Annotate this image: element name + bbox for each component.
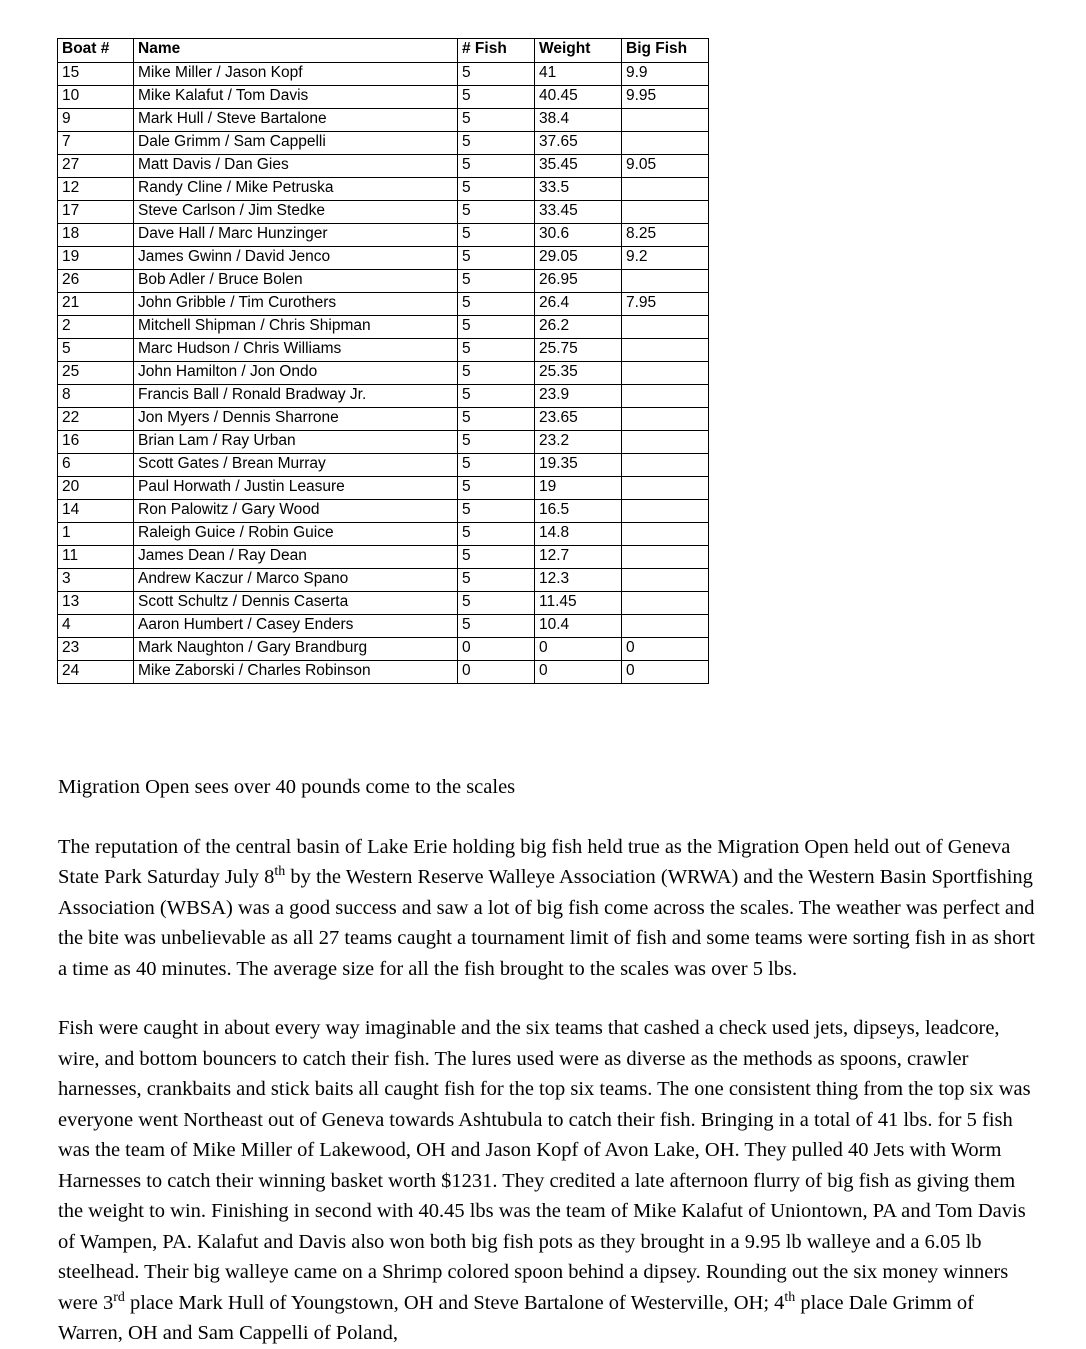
cell-num-fish: 5 [458, 178, 535, 201]
cell-num-fish: 0 [458, 638, 535, 661]
cell-team-name: Jon Myers / Dennis Sharrone [134, 408, 458, 431]
cell-team-name: Mark Hull / Steve Bartalone [134, 109, 458, 132]
cell-num-fish: 5 [458, 247, 535, 270]
cell-num-fish: 5 [458, 362, 535, 385]
table-row [58, 224, 709, 247]
cell-big-fish: 9.2 [622, 247, 709, 270]
cell-team-name: John Gribble / Tim Curothers [134, 293, 458, 316]
cell-num-fish: 5 [458, 270, 535, 293]
cell-boat-number: 11 [58, 546, 134, 569]
cell-weight: 26.4 [535, 293, 622, 316]
column-header-num-fish: # Fish [458, 39, 535, 63]
table-row [58, 201, 709, 224]
cell-big-fish [622, 339, 709, 362]
table-row [58, 362, 709, 385]
article-paragraph-1 [58, 832, 1036, 985]
table-row [58, 500, 709, 523]
cell-team-name: Dale Grimm / Sam Cappelli [134, 132, 458, 155]
cell-boat-number: 17 [58, 201, 134, 224]
cell-big-fish: 9.95 [622, 86, 709, 109]
cell-num-fish: 5 [458, 224, 535, 247]
cell-big-fish [622, 454, 709, 477]
table-row [58, 477, 709, 500]
cell-num-fish: 5 [458, 569, 535, 592]
cell-big-fish [622, 201, 709, 224]
cell-big-fish: 7.95 [622, 293, 709, 316]
article-body [58, 772, 1036, 1349]
cell-team-name: James Dean / Ray Dean [134, 546, 458, 569]
cell-boat-number: 15 [58, 63, 134, 86]
cell-big-fish [622, 316, 709, 339]
cell-team-name: Matt Davis / Dan Gies [134, 155, 458, 178]
cell-num-fish: 5 [458, 86, 535, 109]
table-row [58, 316, 709, 339]
table-header [58, 39, 709, 63]
cell-big-fish [622, 523, 709, 546]
ordinal-suffix-rd: rd [113, 1289, 125, 1305]
cell-weight: 12.3 [535, 569, 622, 592]
cell-weight: 40.45 [535, 86, 622, 109]
cell-team-name: Dave Hall / Marc Hunzinger [134, 224, 458, 247]
cell-num-fish: 5 [458, 63, 535, 86]
cell-boat-number: 6 [58, 454, 134, 477]
cell-num-fish: 5 [458, 408, 535, 431]
cell-boat-number: 7 [58, 132, 134, 155]
cell-weight: 38.4 [535, 109, 622, 132]
cell-team-name: Mark Naughton / Gary Brandburg [134, 638, 458, 661]
column-header-weight: Weight [535, 39, 622, 63]
cell-num-fish: 5 [458, 523, 535, 546]
cell-num-fish: 5 [458, 431, 535, 454]
cell-boat-number: 26 [58, 270, 134, 293]
cell-boat-number: 12 [58, 178, 134, 201]
cell-boat-number: 5 [58, 339, 134, 362]
cell-num-fish: 5 [458, 155, 535, 178]
column-header-name: Name [134, 39, 458, 63]
table-row [58, 339, 709, 362]
table-body [58, 63, 709, 684]
table-row [58, 270, 709, 293]
table-row [58, 155, 709, 178]
cell-team-name: Mike Zaborski / Charles Robinson [134, 661, 458, 684]
cell-weight: 23.2 [535, 431, 622, 454]
cell-weight: 16.5 [535, 500, 622, 523]
table-row [58, 615, 709, 638]
cell-weight: 0 [535, 638, 622, 661]
cell-num-fish: 5 [458, 201, 535, 224]
cell-big-fish [622, 592, 709, 615]
cell-weight: 33.45 [535, 201, 622, 224]
cell-boat-number: 22 [58, 408, 134, 431]
table-row [58, 109, 709, 132]
cell-boat-number: 18 [58, 224, 134, 247]
cell-team-name: Brian Lam / Ray Urban [134, 431, 458, 454]
cell-team-name: John Hamilton / Jon Ondo [134, 362, 458, 385]
article-paragraph-2 [58, 1013, 1036, 1349]
cell-weight: 25.35 [535, 362, 622, 385]
table-row [58, 523, 709, 546]
paragraph-1-text-a: The reputation of the central basin of Lake Erie holding big fish held true as the Migration Open held out of Geneva State Park Saturday July 8 [58, 835, 1011, 888]
cell-big-fish: 8.25 [622, 224, 709, 247]
cell-num-fish: 5 [458, 500, 535, 523]
cell-team-name: Paul Horwath / Justin Leasure [134, 477, 458, 500]
table-row [58, 454, 709, 477]
table-row [58, 638, 709, 661]
cell-weight: 19 [535, 477, 622, 500]
cell-team-name: Marc Hudson / Chris Williams [134, 339, 458, 362]
cell-big-fish: 0 [622, 661, 709, 684]
cell-num-fish: 5 [458, 385, 535, 408]
cell-big-fish [622, 500, 709, 523]
table-row [58, 247, 709, 270]
cell-big-fish [622, 477, 709, 500]
cell-weight: 14.8 [535, 523, 622, 546]
cell-big-fish [622, 615, 709, 638]
table-row [58, 293, 709, 316]
cell-boat-number: 16 [58, 431, 134, 454]
cell-boat-number: 3 [58, 569, 134, 592]
cell-team-name: Bob Adler / Bruce Bolen [134, 270, 458, 293]
cell-num-fish: 5 [458, 316, 535, 339]
cell-num-fish: 5 [458, 132, 535, 155]
cell-weight: 0 [535, 661, 622, 684]
table-header-row [58, 39, 709, 63]
table-row [58, 63, 709, 86]
cell-team-name: Ron Palowitz / Gary Wood [134, 500, 458, 523]
cell-team-name: Aaron Humbert / Casey Enders [134, 615, 458, 638]
cell-big-fish [622, 132, 709, 155]
table-row [58, 546, 709, 569]
cell-team-name: Scott Schultz / Dennis Caserta [134, 592, 458, 615]
cell-boat-number: 2 [58, 316, 134, 339]
cell-num-fish: 5 [458, 592, 535, 615]
table-row [58, 408, 709, 431]
cell-weight: 35.45 [535, 155, 622, 178]
table-row [58, 132, 709, 155]
cell-weight: 11.45 [535, 592, 622, 615]
cell-boat-number: 27 [58, 155, 134, 178]
cell-weight: 23.65 [535, 408, 622, 431]
cell-big-fish [622, 178, 709, 201]
cell-weight: 33.5 [535, 178, 622, 201]
cell-team-name: Mike Kalafut / Tom Davis [134, 86, 458, 109]
cell-boat-number: 23 [58, 638, 134, 661]
cell-big-fish [622, 431, 709, 454]
cell-boat-number: 8 [58, 385, 134, 408]
cell-num-fish: 5 [458, 339, 535, 362]
cell-big-fish: 9.05 [622, 155, 709, 178]
paragraph-1-text-b: by the Western Reserve Walleye Association (WRWA) and the Western Basin Sportfishing Association (WBSA) was a good success and saw a lot of big fish come across the scales. The weather was perfect and the bite was unbelievable as all 27 teams caught a tournament limit of fish and some teams were sorting fish in as short a time as 40 minutes. The average size for all the fish brought to the scales was over 5 lbs. [58, 866, 1035, 980]
cell-big-fish: 9.9 [622, 63, 709, 86]
column-header-boat: Boat # [58, 39, 134, 63]
cell-num-fish: 0 [458, 661, 535, 684]
cell-weight: 12.7 [535, 546, 622, 569]
cell-boat-number: 1 [58, 523, 134, 546]
cell-num-fish: 5 [458, 546, 535, 569]
results-table-container [57, 38, 708, 684]
table-row [58, 661, 709, 684]
table-row [58, 431, 709, 454]
cell-big-fish [622, 270, 709, 293]
paragraph-2-text-b: place Mark Hull of Youngstown, OH and Steve Bartalone of Westerville, OH; 4 [124, 1291, 785, 1314]
cell-boat-number: 24 [58, 661, 134, 684]
cell-big-fish [622, 569, 709, 592]
cell-num-fish: 5 [458, 615, 535, 638]
cell-weight: 19.35 [535, 454, 622, 477]
cell-big-fish [622, 362, 709, 385]
cell-team-name: Francis Ball / Ronald Bradway Jr. [134, 385, 458, 408]
cell-num-fish: 5 [458, 293, 535, 316]
cell-num-fish: 5 [458, 477, 535, 500]
cell-boat-number: 9 [58, 109, 134, 132]
cell-weight: 30.6 [535, 224, 622, 247]
article-headline: Migration Open sees over 40 pounds come to the scales [58, 776, 516, 798]
table-row [58, 385, 709, 408]
cell-big-fish: 0 [622, 638, 709, 661]
cell-weight: 29.05 [535, 247, 622, 270]
ordinal-suffix-th-2: th [784, 1289, 796, 1305]
cell-num-fish: 5 [458, 454, 535, 477]
cell-boat-number: 25 [58, 362, 134, 385]
cell-team-name: Mike Miller / Jason Kopf [134, 63, 458, 86]
cell-boat-number: 13 [58, 592, 134, 615]
cell-weight: 37.65 [535, 132, 622, 155]
table-row [58, 86, 709, 109]
cell-weight: 10.4 [535, 615, 622, 638]
paragraph-2-text-a: Fish were caught in about every way imaginable and the six teams that cashed a check used jets, dipseys, leadcore, wire, and bottom bouncers to catch their fish. The lures used were as diverse as the methods as spoons, crawler harnesses, crankbaits and stick baits all caught fish for the top six teams. The one consistent thing from the top six was everyone went Northeast out of Geneva towards Ashtubula to catch their fish. Bringing in a total of 41 lbs. for 5 fish was the team of Mike Miller of Lakewood, OH and Jason Kopf of Avon Lake, OH. They pulled 40 Jets with Worm Harnesses to catch their winning basket worth $1231. They credited a late afternoon flurry of big fish as giving them the weight to win. Finishing in second with 40.45 lbs was the team of Mike Kalafut of Uniontown, PA and Tom Davis of Wampen, PA. Kalafut and Davis also won both big fish pots as they brought in a 9.95 lb walleye and a 6.05 lb steelhead. Their big walleye came on a Shrimp colored spoon behind a dipsey. Rounding out the six money winners were 3 [58, 1017, 1031, 1314]
table-row [58, 592, 709, 615]
cell-team-name: Scott Gates / Brean Murray [134, 454, 458, 477]
ordinal-suffix-th: th [274, 864, 286, 880]
cell-team-name: Mitchell Shipman / Chris Shipman [134, 316, 458, 339]
cell-weight: 25.75 [535, 339, 622, 362]
cell-boat-number: 14 [58, 500, 134, 523]
table-row [58, 569, 709, 592]
tournament-results-table [57, 38, 709, 684]
cell-weight: 26.95 [535, 270, 622, 293]
cell-weight: 26.2 [535, 316, 622, 339]
cell-boat-number: 4 [58, 615, 134, 638]
cell-team-name: Steve Carlson / Jim Stedke [134, 201, 458, 224]
cell-weight: 41 [535, 63, 622, 86]
cell-team-name: Andrew Kaczur / Marco Spano [134, 569, 458, 592]
cell-boat-number: 10 [58, 86, 134, 109]
cell-team-name: Raleigh Guice / Robin Guice [134, 523, 458, 546]
cell-team-name: James Gwinn / David Jenco [134, 247, 458, 270]
cell-boat-number: 19 [58, 247, 134, 270]
cell-boat-number: 21 [58, 293, 134, 316]
cell-big-fish [622, 546, 709, 569]
cell-team-name: Randy Cline / Mike Petruska [134, 178, 458, 201]
cell-weight: 23.9 [535, 385, 622, 408]
cell-boat-number: 20 [58, 477, 134, 500]
table-row [58, 178, 709, 201]
column-header-big-fish: Big Fish [622, 39, 709, 63]
cell-big-fish [622, 408, 709, 431]
cell-big-fish [622, 385, 709, 408]
cell-big-fish [622, 109, 709, 132]
cell-num-fish: 5 [458, 109, 535, 132]
paragraph-2-text-c: place Dale Grimm of Warren, OH and Sam Cappelli of Poland, [58, 1291, 974, 1344]
